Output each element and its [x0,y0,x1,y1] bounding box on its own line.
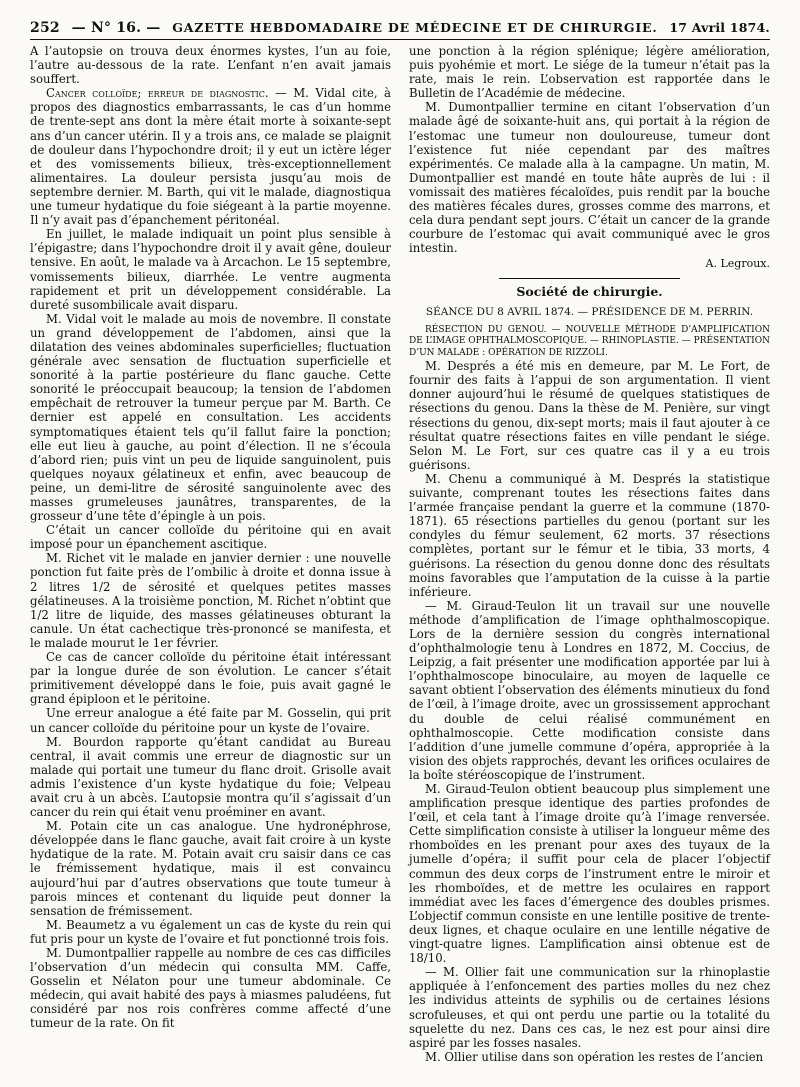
paragraph: M. Beaumetz a vu également un cas de kyste du rein qui fut pris pour un kyste de l’ovaire et fut ponctionné trois fois. [30,917,391,946]
paragraph: M. Vidal voit le malade au mois de novembre. Il constate un grand développement de l’abdomen, ainsi que la dilatation des veines abdominales superficielles; fluctuation générale avec sensation de fluctuation superficielle et sonorité à la partie postérieure du flanc gauche. Cette sonorité le préoccupait beaucoup; la tension de l’abdomen empêchait de retrouver la tumeur perçue par M. Barth. Ce dernier est appelé en consultation. Les accidents symptomatiques étaient tels qu’il fallut faire la ponction; elle eut lieu à gauche, au point d’élection. Il ne s’écoula d’abord rien; puis vint un peu de liquide sanguinolent, puis quelques noyaux gélatineux et enfin, avec beaucoup de peine, un demi-litre de sérosité sanguinolente avec des masses grumeleuses jaunâtres, transparentes, de la grosseur d’une tête d’épingle à un pois. [30,311,391,524]
issue-number: — N° 16. — [71,20,161,36]
text-columns [30,44,770,1064]
paragraph: M. Ollier utilise dans son opération les restes de l’ancien [425,1049,764,1064]
page-header [30,20,770,40]
paragraph: C’était un cancer colloïde du péritoine qui en avait imposé pour un épanchement ascitique. [30,523,391,552]
paragraph: A l’autopsie on trouva deux énormes kystes, l’un au foie, l’autre au-dessous de la rate. L’enfant n’en avait jamais souffert. [30,44,391,87]
section-label: Cancer colloïde; erreur de diagnostic. [46,86,269,101]
left-column [30,44,391,1064]
paragraph: Ce cas de cancer colloïde du péritoine était intéressant par la longue durée de son évolution. Le cancer s’était primitivement développé dans le foie, puis avait gagné le grand épiploon et le péritoine. [30,650,391,707]
paragraph-text: — M. Vidal cite, à propos des diagnostics embarrassants, le cas d’un homme de trente-sept ans dont la mère était morte à soixante-sept ans d’un cancer utérin. Il y a trois ans, ce malade se plaignit de douleur dans l’hypochondre droit; il y eut un ictère léger et des vomissements bilieux, très-exceptionnellement alimentaires. La douleur persista jusqu’au mois de septembre dernier. M. Barth, qui vit le malade, diagnostiqua une tumeur hydatique du foie siégeant à la partie moyenne. Il n’y avait pas d’épanchement péritonéal. [30,86,392,228]
session-topics: RÉSECTION DU GENOU. — NOUVELLE MÉTHODE D’AMPLIFICATION DE L’IMAGE OPHTHALMOSCOPIQUE. — RHINOPLASTIE. — PRÉSENTATION D’UN MALADE : OPÉRATION DE RIZZOLI. [409,324,770,358]
section-divider [499,278,680,279]
paragraph: M. Potain cite un cas analogue. Une hydronéphrose, développée dans le flanc gauche, avait fait croire à un kyste hydatique de la rate. M. Potain avait cru saisir dans ce cas le frémissement hydatique, mais il est convaincu aujourd’hui par d’autres observations que toute tumeur à parois minces et contenant du liquide peut donner la sensation de frémissement. [30,819,391,918]
section-heading: Société de chirurgie. [516,283,663,299]
issue-date: 17 Avril 1874. [669,20,770,35]
paragraph: M. Bourdon rapporte qu’étant candidat au Bureau central, il avait commis une erreur de diagnostic sur un malade qui portait une tumeur du flanc droit. Grisolle avait admis l’existence d’un kyste hydatique du foie; Velpeau avait cru à un abcès. L’autopsie montra qu’il s’agissait d’un cancer du rein qui était venu proéminer en avant. [30,734,391,820]
paragraph: M. Dumontpallier rappelle au nombre de ces cas difficiles l’observation d’un médecin qui consulta MM. Caffe, Gosselin et Nélaton pour une tumeur abdominale. Ce médecin, qui avait habité des pays à miasmes paludéens, fut considéré par nos rois confrères comme affecté d’une tumeur de la rate. On fit [30,946,391,1031]
paragraph: En juillet, le malade indiquait un point plus sensible à l’épigastre; dans l’hypochondre droit il y avait gêne, douleur tensive. En août, le malade va à Arcachon. Le 15 septembre, vomissements bilieux, diarrhée. Le ventre augmenta rapidement et prit un développement considérable. La dureté susombilicale avait disparu. [30,227,391,312]
paragraph [30,86,391,227]
paragraph: M. Després a été mis en demeure, par M. Le Fort, de fournir des faits à l’appui de son argumentation. Il vient donner aujourd’hui le résumé de quelques statistiques de résections du genou. Dans la thèse de M. Penière, sur vingt résections du genou, dix-sept morts; mais il faut ajouter à ce résultat quatre résections faites en ville pendant le siége. Selon M. Le Fort, sur ces quatre cas il y a eu trois guérisons. [409,359,770,472]
journal-title: GAZETTE HEBDOMADAIRE DE MÉDECINE ET DE CHIRURGIE. [172,20,658,35]
paragraph: M. Giraud-Teulon obtient beaucoup plus simplement une amplification presque identique des parties profondes de l’œil, et cela tant à l’image droite qu’à l’image renversée. Cette simplification consiste à utiliser la longueur même des rhomboïdes en les prenant pour axes des tuyaux de la jumelle d’opéra; il suffit pour cela de placer l’objectif commun des deux corps de l’instrument entre le miroir et les rhomboïdes, et de mettre les oculaires en rapport immédiat avec les faces d’émergence des doubles prismes. L’objectif commun consiste en une lentille positive de trente-deux lignes, et chaque oculaire en une lentille négative de vingt-quatre lignes. L’amplification ainsi obtenue est de 18/10. [409,782,770,966]
paragraph: — M. Giraud-Teulon lit un travail sur une nouvelle méthode d’amplification de l’image ophthalmoscopique. Lors de la dernière session du congrès international d’ophthalmologie tenu à Londres en 1872, M. Coccius, de Leipzig, a fait présenter une modification apportée par lui à l’ophthalmoscope binoculaire, au moyen de laquelle ce savant obtient l’observation des éléments minutieux du fond de l’œil, à l’image droite, avec un grossissement approchant du double de celui réalisé communément en ophthalmoscopie. Cette modification consiste dans l’addition d’une jumelle commune d’opéra, appropriée à la vision des objets rapprochés, devant les orifices oculaires de la boîte stéréoscopique de l’instrument. [409,598,770,782]
author-signature: A. Legroux. [705,257,770,271]
paragraph: — M. Ollier fait une communication sur la rhinoplastie appliquée à l’enfoncement des parties molles du nez chez les individus atteints de syphilis ou de certaines lésions scrofuleuses, et qui ont perdu une partie ou la totalité du squelette du nez. Dans ces cas, le nez est pour ainsi dire aspiré par les fosses nasales. [409,965,770,1050]
paragraph: M. Richet vit le malade en janvier dernier : une nouvelle ponction fut faite près de l’ombilic à droite et donna issue à 2 litres 1/2 de sérosité et quelques petites masses gélatineuses. A la troisième ponction, M. Richet n’obtint que 1/2 litre de liquide, des masses gélatineuses obturant la canule. Un état cachectique très-prononcé se manifesta, et le malade mourut le 1er février. [30,551,391,650]
paragraph: M. Dumontpallier termine en citant l’observation d’un malade âgé de soixante-huit ans, qui portait à la région de l’estomac une tumeur non douloureuse, tumeur dont l’existence fut niée cependant par des maîtres expérimentés. Ce malade alla à la campagne. Un matin, M. Dumontpallier est mandé en toute hâte auprès de lui : il vomissait des matières fécaloïdes, puis rendit par la bouche des matières fécales dures, grosses comme des marrons, et cela dura pendant sept jours. C’était un cancer de la grande courbure de l’estomac qui avait communiqué avec le gros intestin. [409,100,770,256]
page-number: 252 [30,20,60,36]
paragraph: M. Chenu a communiqué à M. Després la statistique suivante, comprenant toutes les résections faites dans l’armée française pendant la guerre et la commune (1870-1871). 65 résections partielles du genou (portant sur les condyles du fémur seulement, 62 morts. 37 résections complètes, portant sur le fémur et le tibia, 33 morts, 4 guérisons. La résection du genou donne donc des résultats moins favorables que l’amputation de la cuisse à la partie inférieure. [409,471,770,599]
session-line: SÉANCE DU 8 AVRIL 1874. — PRÉSIDENCE DE M. PERRIN. [425,305,754,318]
right-column [409,44,770,1064]
paragraph: une ponction à la région splénique; légère amélioration, puis pyohémie et mort. Le siége de la tumeur n’était pas la rate, mais le rein. L’observation est rapportée dans le Bulletin de l’Académie de médecine. [409,44,770,101]
paragraph: Une erreur analogue a été faite par M. Gosselin, qui prit un cancer colloïde du péritoine pour un kyste de l’ovaire. [30,706,391,735]
